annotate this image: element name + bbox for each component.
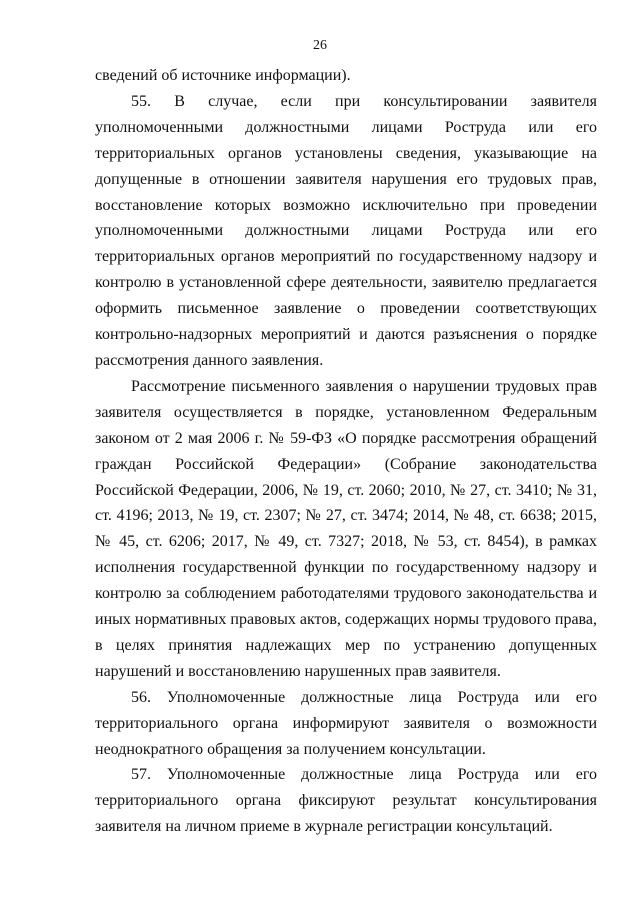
paragraph-55-consideration: Рассмотрение письменного заявления о нарушении трудовых прав заявителя осуществляется в порядке, установленном Федеральным законом от 2 мая 2006 г. № 59-ФЗ «О порядке рассмотрения обращений граждан Российской Федерации» (Собрание законодательства Российской Федерации, 2006, № 19, ст. 2060; 2010, № 27, ст. 3410; № 31, ст. 4196; 2013, № 19, ст. 2307; № 27, ст. 3474; 2014, № 48, ст. 6638; 2015, № 45, ст. 6206; 2017, № 49, ст. 7327; 2018, № 53, ст. 8454), в рамках исполнения государственной функции по государственному надзору и контролю за соблюдением работодателями трудового законодательства и иных нормативных правовых актов, содержащих нормы трудового права, в целях принятия надлежащих мер по устранению допущенных нарушений и восстановлению нарушенных прав заявителя. bbox=[95, 377, 597, 680]
document-body bbox=[95, 63, 597, 840]
paragraph-57: 57. Уполномоченные должностные лица Роструда или его территориального органа фиксируют результат консультирования заявителя на личном приеме в журнале регистрации консультаций. bbox=[95, 766, 597, 836]
page-number: 26 bbox=[313, 38, 327, 53]
paragraph-56: 56. Уполномоченные должностные лица Роструда или его территориального органа информируют заявителя о возможности неоднократного обращения за получением консультации. bbox=[95, 688, 597, 758]
paragraph-continuation: сведений об источнике информации). bbox=[95, 67, 351, 84]
paragraph-55: 55. В случае, если при консультировании заявителя уполномоченными должностными лицами Роструда или его территориальных органов установлены сведения, указывающие на допущенные в отношении заявителя нарушения его трудовых прав, восстановление которых возможно исключительно при проведении уполномоченными должностными лицами Роструда или его территориальных органов мероприятий по государственному надзору и контролю в установленной сфере деятельности, заявителю предлагается оформить письменное заявление о проведении соответствующих контрольно-надзорных мероприятий и даются разъяснения о порядке рассмотрения данного заявления. bbox=[95, 92, 597, 369]
